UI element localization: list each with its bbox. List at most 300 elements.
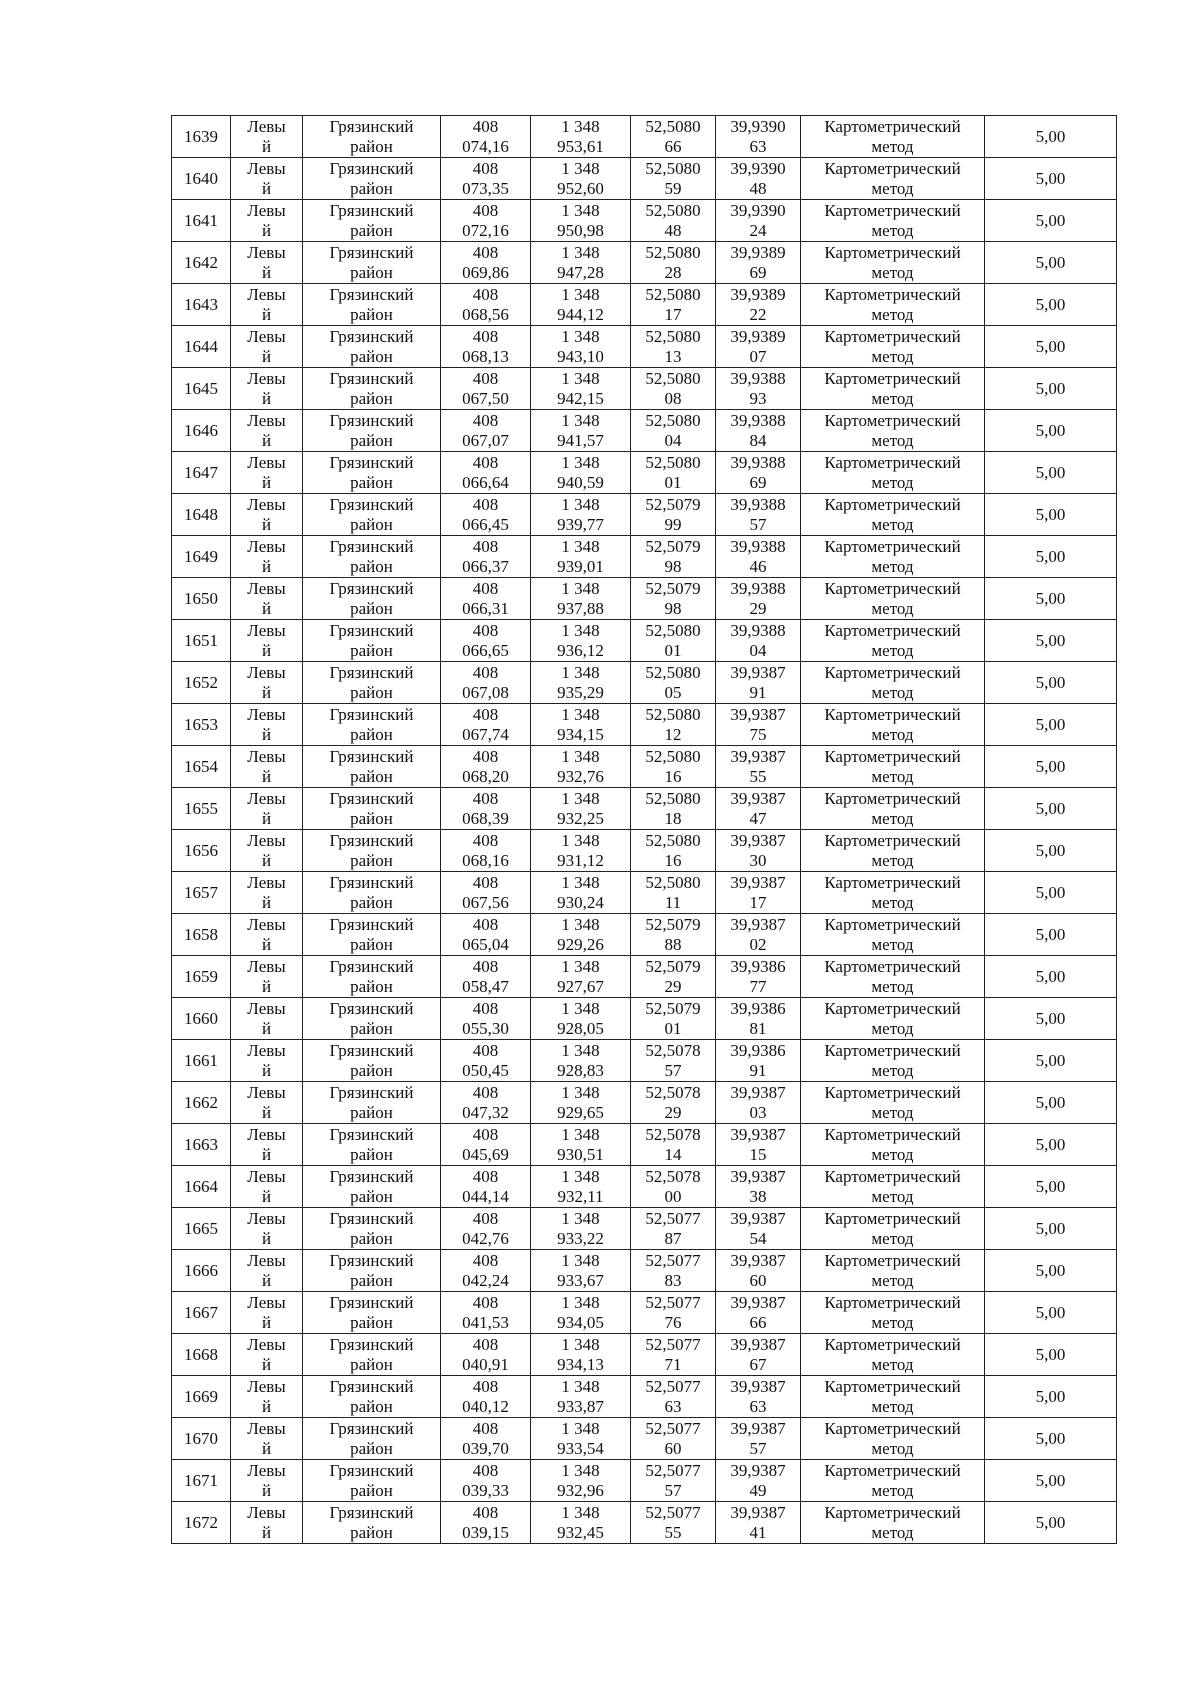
- district-line-2: район: [350, 346, 393, 366]
- method-line-1: Картометрический: [824, 1082, 961, 1102]
- method-line-1: Картометрический: [824, 1250, 961, 1270]
- point-number-cell: 1666: [172, 1250, 231, 1292]
- coord-y-line-2: 941,57: [557, 430, 604, 450]
- longitude-cell: [716, 998, 801, 1040]
- latitude-line-1: 52,5077: [645, 1376, 701, 1396]
- table-row: [172, 998, 1117, 1040]
- point-number-cell: 1657: [172, 872, 231, 914]
- longitude-line-2: 49: [749, 1480, 767, 1500]
- latitude-cell: [631, 116, 716, 158]
- point-number-cell: 1655: [172, 788, 231, 830]
- latitude-line-1: 52,5077: [645, 1334, 701, 1354]
- accuracy-cell: 5,00: [985, 830, 1117, 872]
- side-line-2: й: [261, 1018, 272, 1038]
- longitude-line-2: 03: [749, 1102, 767, 1122]
- district-cell: [303, 158, 441, 200]
- latitude-line-1: 52,5080: [645, 704, 701, 724]
- coord-y-line-1: 1 348: [561, 536, 600, 556]
- latitude-cell: [631, 830, 716, 872]
- table-row: [172, 116, 1117, 158]
- table-row: [172, 1334, 1117, 1376]
- table-row: [172, 1460, 1117, 1502]
- district-line-2: район: [350, 1018, 393, 1038]
- method-line-1: Картометрический: [824, 620, 961, 640]
- district-line-1: Грязинский: [329, 872, 414, 892]
- coord-x-line-1: 408: [472, 998, 499, 1018]
- side-line-1: Левы: [247, 368, 286, 388]
- latitude-cell: [631, 956, 716, 998]
- latitude-cell: [631, 452, 716, 494]
- longitude-line-2: 57: [749, 514, 767, 534]
- longitude-cell: [716, 1418, 801, 1460]
- point-number-cell: 1642: [172, 242, 231, 284]
- latitude-line-1: 52,5077: [645, 1460, 701, 1480]
- coord-x-cell: [441, 956, 531, 998]
- coord-y-line-2: 932,25: [557, 808, 604, 828]
- district-line-1: Грязинский: [329, 1208, 414, 1228]
- side-line-2: й: [261, 136, 272, 156]
- method-line-1: Картометрический: [824, 1166, 961, 1186]
- method-line-1: Картометрический: [824, 410, 961, 430]
- longitude-line-2: 66: [749, 1312, 767, 1332]
- district-line-1: Грязинский: [329, 1460, 414, 1480]
- method-line-1: Картометрический: [824, 1208, 961, 1228]
- latitude-cell: [631, 1418, 716, 1460]
- coord-x-line-2: 045,69: [462, 1144, 509, 1164]
- coord-x-cell: [441, 830, 531, 872]
- side-cell: [231, 452, 303, 494]
- latitude-line-1: 52,5080: [645, 410, 701, 430]
- side-cell: [231, 410, 303, 452]
- method-line-2: метод: [871, 1186, 914, 1206]
- longitude-line-1: 39,9388: [730, 410, 786, 430]
- side-cell: [231, 956, 303, 998]
- district-line-1: Грязинский: [329, 914, 414, 934]
- latitude-line-1: 52,5080: [645, 200, 701, 220]
- coord-x-cell: [441, 536, 531, 578]
- latitude-line-2: 28: [664, 262, 682, 282]
- coord-y-line-2: 933,54: [557, 1438, 604, 1458]
- coord-y-cell: [531, 368, 631, 410]
- latitude-line-2: 01: [664, 472, 682, 492]
- coord-y-line-2: 932,45: [557, 1522, 604, 1542]
- accuracy-cell: 5,00: [985, 1502, 1117, 1544]
- district-line-1: Грязинский: [329, 1082, 414, 1102]
- district-line-1: Грязинский: [329, 158, 414, 178]
- side-line-1: Левы: [247, 998, 286, 1018]
- table-row: [172, 1208, 1117, 1250]
- latitude-line-2: 55: [664, 1522, 682, 1542]
- side-line-2: й: [261, 556, 272, 576]
- latitude-line-2: 57: [664, 1480, 682, 1500]
- point-number-cell: 1671: [172, 1460, 231, 1502]
- side-cell: [231, 1334, 303, 1376]
- accuracy-cell: 5,00: [985, 956, 1117, 998]
- coord-x-cell: [441, 1292, 531, 1334]
- side-cell: [231, 1292, 303, 1334]
- coord-x-line-1: 408: [472, 200, 499, 220]
- coord-x-line-1: 408: [472, 1040, 499, 1060]
- side-cell: [231, 620, 303, 662]
- coord-y-line-1: 1 348: [561, 1166, 600, 1186]
- district-line-1: Грязинский: [329, 1334, 414, 1354]
- longitude-line-1: 39,9390: [730, 116, 786, 136]
- district-line-1: Грязинский: [329, 116, 414, 136]
- coord-x-cell: [441, 200, 531, 242]
- method-cell: [801, 1082, 985, 1124]
- coord-x-cell: [441, 578, 531, 620]
- coord-y-line-1: 1 348: [561, 872, 600, 892]
- district-line-1: Грязинский: [329, 368, 414, 388]
- district-cell: [303, 242, 441, 284]
- longitude-line-2: 63: [749, 1396, 767, 1416]
- district-cell: [303, 1334, 441, 1376]
- latitude-line-2: 59: [664, 178, 682, 198]
- point-number-cell: 1646: [172, 410, 231, 452]
- table-row: [172, 1124, 1117, 1166]
- method-cell: [801, 242, 985, 284]
- longitude-cell: [716, 746, 801, 788]
- side-line-2: й: [261, 598, 272, 618]
- longitude-cell: [716, 1502, 801, 1544]
- side-cell: [231, 662, 303, 704]
- coord-x-cell: [441, 620, 531, 662]
- method-line-2: метод: [871, 598, 914, 618]
- method-cell: [801, 662, 985, 704]
- latitude-line-2: 16: [664, 766, 682, 786]
- coord-y-cell: [531, 158, 631, 200]
- latitude-cell: [631, 1040, 716, 1082]
- side-cell: [231, 368, 303, 410]
- district-line-1: Грязинский: [329, 1292, 414, 1312]
- latitude-line-2: 08: [664, 388, 682, 408]
- longitude-line-1: 39,9389: [730, 242, 786, 262]
- coord-x-line-1: 408: [472, 914, 499, 934]
- side-line-2: й: [261, 1102, 272, 1122]
- coord-x-cell: [441, 998, 531, 1040]
- coord-x-cell: [441, 1040, 531, 1082]
- district-cell: [303, 956, 441, 998]
- latitude-line-1: 52,5080: [645, 116, 701, 136]
- side-line-1: Левы: [247, 284, 286, 304]
- coord-y-line-1: 1 348: [561, 242, 600, 262]
- side-line-1: Левы: [247, 746, 286, 766]
- coord-x-line-1: 408: [472, 1208, 499, 1228]
- point-number-cell: 1641: [172, 200, 231, 242]
- coordinates-table: [171, 115, 1117, 1544]
- method-line-2: метод: [871, 136, 914, 156]
- table-row: [172, 1502, 1117, 1544]
- longitude-line-2: 57: [749, 1438, 767, 1458]
- side-line-2: й: [261, 1396, 272, 1416]
- longitude-line-1: 39,9388: [730, 452, 786, 472]
- coord-x-line-1: 408: [472, 1460, 499, 1480]
- method-line-1: Картометрический: [824, 536, 961, 556]
- accuracy-cell: 5,00: [985, 1124, 1117, 1166]
- longitude-line-2: 22: [749, 304, 767, 324]
- coord-y-cell: [531, 1460, 631, 1502]
- latitude-line-1: 52,5080: [645, 452, 701, 472]
- district-line-2: район: [350, 1522, 393, 1542]
- coord-y-line-2: 929,65: [557, 1102, 604, 1122]
- method-line-1: Картометрический: [824, 200, 961, 220]
- coord-y-line-2: 935,29: [557, 682, 604, 702]
- side-line-1: Левы: [247, 956, 286, 976]
- method-cell: [801, 1166, 985, 1208]
- coord-x-cell: [441, 1376, 531, 1418]
- point-number-cell: 1651: [172, 620, 231, 662]
- side-line-2: й: [261, 682, 272, 702]
- longitude-line-1: 39,9388: [730, 494, 786, 514]
- method-cell: [801, 1460, 985, 1502]
- coord-x-line-2: 039,70: [462, 1438, 509, 1458]
- coord-x-line-2: 066,64: [462, 472, 509, 492]
- district-line-1: Грязинский: [329, 620, 414, 640]
- point-number-cell: 1660: [172, 998, 231, 1040]
- district-cell: [303, 1166, 441, 1208]
- coord-x-cell: [441, 158, 531, 200]
- side-line-1: Левы: [247, 872, 286, 892]
- coord-y-line-2: 928,05: [557, 1018, 604, 1038]
- coord-y-line-1: 1 348: [561, 368, 600, 388]
- latitude-line-1: 52,5080: [645, 368, 701, 388]
- longitude-line-1: 39,9387: [730, 1376, 786, 1396]
- latitude-line-2: 57: [664, 1060, 682, 1080]
- district-cell: [303, 1418, 441, 1460]
- latitude-line-2: 14: [664, 1144, 682, 1164]
- longitude-line-2: 24: [749, 220, 767, 240]
- longitude-line-2: 69: [749, 472, 767, 492]
- table-row: [172, 914, 1117, 956]
- longitude-line-2: 41: [749, 1522, 767, 1542]
- side-line-2: й: [261, 304, 272, 324]
- district-line-2: район: [350, 178, 393, 198]
- longitude-cell: [716, 1166, 801, 1208]
- coord-x-line-2: 040,91: [462, 1354, 509, 1374]
- coord-y-line-1: 1 348: [561, 452, 600, 472]
- coord-y-cell: [531, 1040, 631, 1082]
- side-line-1: Левы: [247, 704, 286, 724]
- method-line-1: Картометрический: [824, 662, 961, 682]
- coord-x-cell: [441, 1124, 531, 1166]
- coord-x-cell: [441, 704, 531, 746]
- coord-y-cell: [531, 1208, 631, 1250]
- method-line-2: метод: [871, 262, 914, 282]
- side-cell: [231, 1418, 303, 1460]
- side-line-2: й: [261, 850, 272, 870]
- latitude-line-2: 04: [664, 430, 682, 450]
- table-row: [172, 536, 1117, 578]
- coord-y-line-1: 1 348: [561, 1082, 600, 1102]
- coord-x-line-2: 039,15: [462, 1522, 509, 1542]
- side-line-1: Левы: [247, 1334, 286, 1354]
- method-cell: [801, 326, 985, 368]
- side-cell: [231, 116, 303, 158]
- side-line-2: й: [261, 1144, 272, 1164]
- side-line-1: Левы: [247, 1460, 286, 1480]
- coord-x-line-2: 069,86: [462, 262, 509, 282]
- district-line-2: район: [350, 640, 393, 660]
- coord-x-cell: [441, 1502, 531, 1544]
- coord-y-line-2: 932,76: [557, 766, 604, 786]
- side-line-2: й: [261, 178, 272, 198]
- side-line-2: й: [261, 640, 272, 660]
- table-row: [172, 1292, 1117, 1334]
- latitude-cell: [631, 536, 716, 578]
- method-cell: [801, 620, 985, 662]
- coord-y-line-2: 928,83: [557, 1060, 604, 1080]
- accuracy-cell: 5,00: [985, 116, 1117, 158]
- point-number-cell: 1656: [172, 830, 231, 872]
- coord-y-cell: [531, 746, 631, 788]
- side-line-2: й: [261, 724, 272, 744]
- latitude-line-1: 52,5080: [645, 788, 701, 808]
- method-cell: [801, 746, 985, 788]
- coord-y-line-1: 1 348: [561, 1292, 600, 1312]
- side-line-1: Левы: [247, 116, 286, 136]
- coord-x-cell: [441, 242, 531, 284]
- district-cell: [303, 1250, 441, 1292]
- side-line-2: й: [261, 472, 272, 492]
- coord-x-cell: [441, 662, 531, 704]
- coord-y-cell: [531, 620, 631, 662]
- coord-x-line-2: 065,04: [462, 934, 509, 954]
- side-line-2: й: [261, 262, 272, 282]
- coord-x-line-1: 408: [472, 830, 499, 850]
- district-line-1: Грязинский: [329, 200, 414, 220]
- longitude-line-1: 39,9387: [730, 1166, 786, 1186]
- district-line-2: район: [350, 220, 393, 240]
- method-line-2: метод: [871, 1102, 914, 1122]
- coord-x-cell: [441, 1166, 531, 1208]
- coord-y-line-2: 943,10: [557, 346, 604, 366]
- longitude-line-1: 39,9389: [730, 326, 786, 346]
- latitude-line-2: 60: [664, 1438, 682, 1458]
- method-line-2: метод: [871, 388, 914, 408]
- method-line-2: метод: [871, 808, 914, 828]
- accuracy-cell: 5,00: [985, 998, 1117, 1040]
- method-cell: [801, 704, 985, 746]
- longitude-cell: [716, 452, 801, 494]
- coord-y-line-1: 1 348: [561, 494, 600, 514]
- method-line-2: метод: [871, 1396, 914, 1416]
- longitude-cell: [716, 620, 801, 662]
- longitude-line-2: 54: [749, 1228, 767, 1248]
- coord-y-line-1: 1 348: [561, 662, 600, 682]
- side-line-2: й: [261, 1060, 272, 1080]
- accuracy-cell: 5,00: [985, 872, 1117, 914]
- method-cell: [801, 788, 985, 830]
- coord-y-line-1: 1 348: [561, 998, 600, 1018]
- method-cell: [801, 1292, 985, 1334]
- coord-y-line-2: 947,28: [557, 262, 604, 282]
- side-line-1: Левы: [247, 1418, 286, 1438]
- longitude-line-1: 39,9390: [730, 200, 786, 220]
- district-cell: [303, 1124, 441, 1166]
- coord-y-line-2: 939,77: [557, 514, 604, 534]
- accuracy-cell: 5,00: [985, 410, 1117, 452]
- side-line-1: Левы: [247, 914, 286, 934]
- district-cell: [303, 410, 441, 452]
- latitude-cell: [631, 662, 716, 704]
- coord-x-line-1: 408: [472, 1418, 499, 1438]
- latitude-line-1: 52,5077: [645, 1418, 701, 1438]
- method-line-1: Картометрический: [824, 1502, 961, 1522]
- latitude-cell: [631, 746, 716, 788]
- latitude-cell: [631, 410, 716, 452]
- longitude-line-1: 39,9387: [730, 1082, 786, 1102]
- table-row: [172, 284, 1117, 326]
- longitude-line-1: 39,9387: [730, 830, 786, 850]
- latitude-line-2: 17: [664, 304, 682, 324]
- latitude-line-2: 13: [664, 346, 682, 366]
- accuracy-cell: 5,00: [985, 1166, 1117, 1208]
- coord-x-line-1: 408: [472, 326, 499, 346]
- side-line-1: Левы: [247, 578, 286, 598]
- coord-y-cell: [531, 116, 631, 158]
- accuracy-cell: 5,00: [985, 494, 1117, 536]
- coord-x-line-2: 044,14: [462, 1186, 509, 1206]
- latitude-line-1: 52,5079: [645, 998, 701, 1018]
- longitude-line-2: 29: [749, 598, 767, 618]
- accuracy-cell: 5,00: [985, 158, 1117, 200]
- method-line-2: метод: [871, 220, 914, 240]
- point-number-cell: 1665: [172, 1208, 231, 1250]
- longitude-cell: [716, 1376, 801, 1418]
- district-line-1: Грязинский: [329, 830, 414, 850]
- coord-y-cell: [531, 830, 631, 872]
- district-line-2: район: [350, 1060, 393, 1080]
- district-cell: [303, 1292, 441, 1334]
- side-cell: [231, 536, 303, 578]
- coord-x-line-2: 074,16: [462, 136, 509, 156]
- district-line-2: район: [350, 808, 393, 828]
- method-cell: [801, 998, 985, 1040]
- district-line-2: район: [350, 1480, 393, 1500]
- longitude-cell: [716, 284, 801, 326]
- side-line-1: Левы: [247, 830, 286, 850]
- coord-x-line-1: 408: [472, 872, 499, 892]
- longitude-line-1: 39,9387: [730, 1124, 786, 1144]
- latitude-line-1: 52,5078: [645, 1124, 701, 1144]
- side-line-1: Левы: [247, 1082, 286, 1102]
- method-line-2: метод: [871, 1438, 914, 1458]
- district-cell: [303, 830, 441, 872]
- coord-x-cell: [441, 326, 531, 368]
- table-row: [172, 200, 1117, 242]
- longitude-line-1: 39,9387: [730, 1334, 786, 1354]
- district-line-2: район: [350, 850, 393, 870]
- district-line-1: Грязинский: [329, 242, 414, 262]
- longitude-cell: [716, 326, 801, 368]
- district-line-1: Грязинский: [329, 1250, 414, 1270]
- side-line-1: Левы: [247, 1040, 286, 1060]
- accuracy-cell: 5,00: [985, 242, 1117, 284]
- method-line-1: Картометрический: [824, 284, 961, 304]
- longitude-cell: [716, 1124, 801, 1166]
- method-cell: [801, 368, 985, 410]
- coord-y-cell: [531, 914, 631, 956]
- district-line-2: район: [350, 262, 393, 282]
- coord-y-line-1: 1 348: [561, 200, 600, 220]
- side-cell: [231, 1166, 303, 1208]
- coord-x-cell: [441, 1460, 531, 1502]
- longitude-line-1: 39,9388: [730, 578, 786, 598]
- point-number-cell: 1652: [172, 662, 231, 704]
- side-line-1: Левы: [247, 620, 286, 640]
- side-line-1: Левы: [247, 158, 286, 178]
- coord-y-line-2: 930,24: [557, 892, 604, 912]
